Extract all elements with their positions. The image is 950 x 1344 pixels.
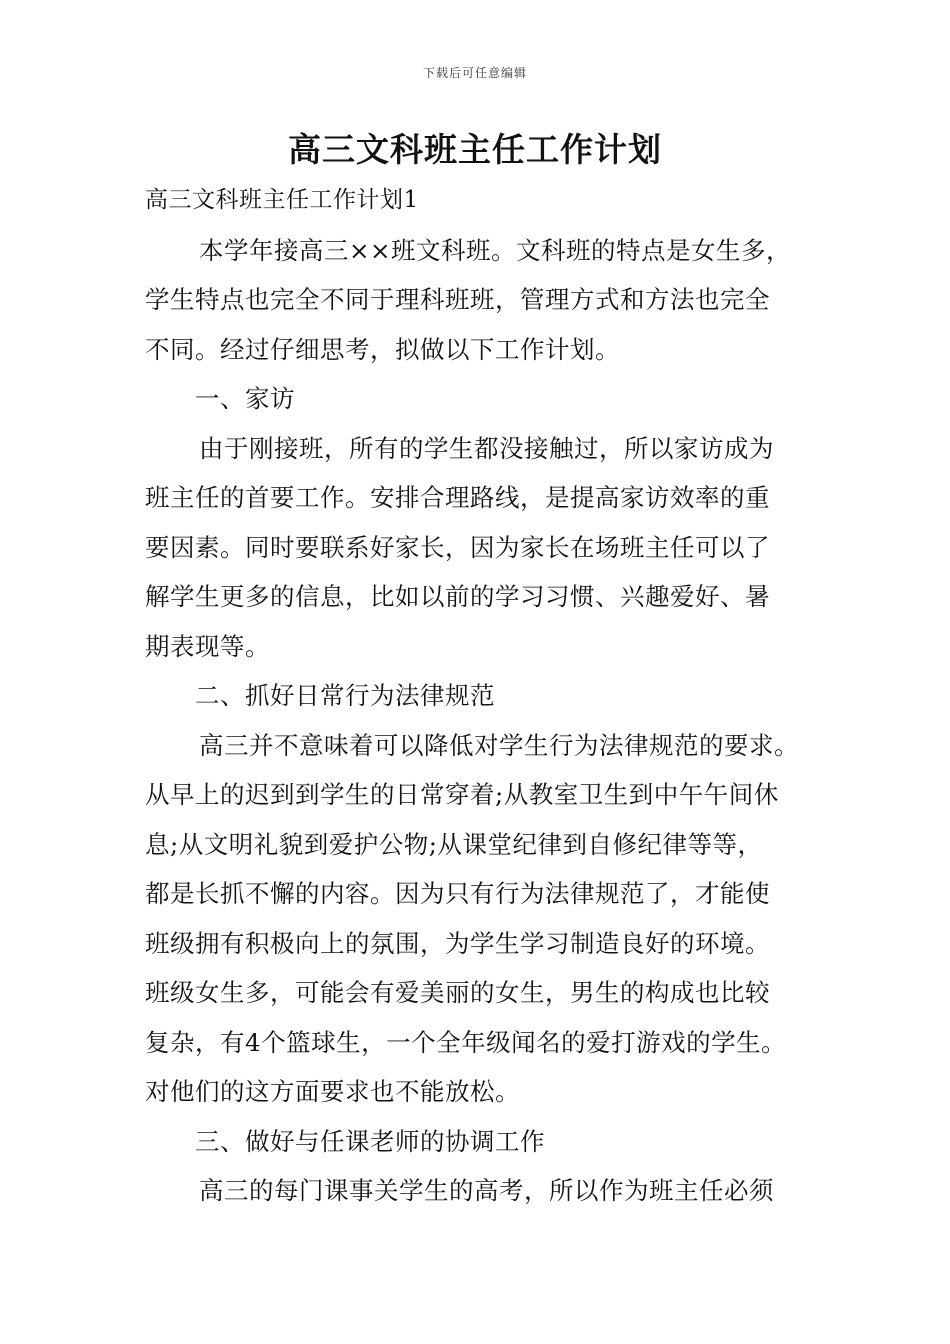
paragraph-line: 息;从文明礼貌到爱护公物;从课堂纪律到自修纪律等等，: [145, 829, 763, 859]
paragraph-line: 期表现等。: [145, 631, 270, 661]
paragraph-line: 班级拥有积极向上的氛围，为学生学习制造良好的环境。: [145, 928, 770, 958]
paragraph-line: 由于刚接班，所有的学生都没接触过，所以家访成为: [199, 433, 774, 463]
paragraph-line: 从早上的迟到到学生的日常穿着;从教室卫生到中午午间休: [145, 780, 779, 809]
document-body: [145, 176, 835, 1216]
section-heading: 三、做好与任课老师的协调工作: [195, 1126, 545, 1156]
document-subtitle: 高三文科班主任工作计划1: [145, 187, 419, 213]
paragraph-line: 学生特点也完全不同于理科班班，管理方式和方法也完全: [145, 285, 770, 314]
paragraph-line: 本学年接高三××班文科班。文科班的特点是女生多，: [199, 235, 792, 265]
page-header-note: 下载后可任意编辑: [422, 66, 527, 80]
paragraph-line: 对他们的这方面要求也不能放松。: [145, 1077, 520, 1106]
paragraph-line: 复杂，有4个篮球生，一个全年级闻名的爱打游戏的学生。: [145, 1027, 787, 1057]
paragraph-line: 高三并不意味着可以降低对学生行为法律规范的要求。: [199, 730, 799, 760]
paragraph-line: 高三的每门课事关学生的高考，所以作为班主任必须: [199, 1176, 774, 1205]
paragraph-line: 不同。经过仔细思考，拟做以下工作计划。: [145, 334, 620, 364]
section-heading: 一、家访: [195, 384, 295, 413]
paragraph-line: 班主任的首要工作。安排合理路线，是提高家访效率的重: [145, 483, 770, 512]
document-title: 高三文科班主任工作计划: [288, 130, 662, 169]
paragraph-line: 要因素。同时要联系好家长，因为家长在场班主任可以了: [145, 532, 770, 562]
paragraph-line: 解学生更多的信息，比如以前的学习习惯、兴趣爱好、暑: [145, 582, 770, 611]
paragraph-line: 都是长抓不懈的内容。因为只有行为法律规范了，才能使: [145, 879, 770, 908]
section-heading: 二、抓好日常行为法律规范: [195, 681, 495, 710]
paragraph-line: 班级女生多，可能会有爱美丽的女生，男生的构成也比较: [145, 978, 770, 1007]
